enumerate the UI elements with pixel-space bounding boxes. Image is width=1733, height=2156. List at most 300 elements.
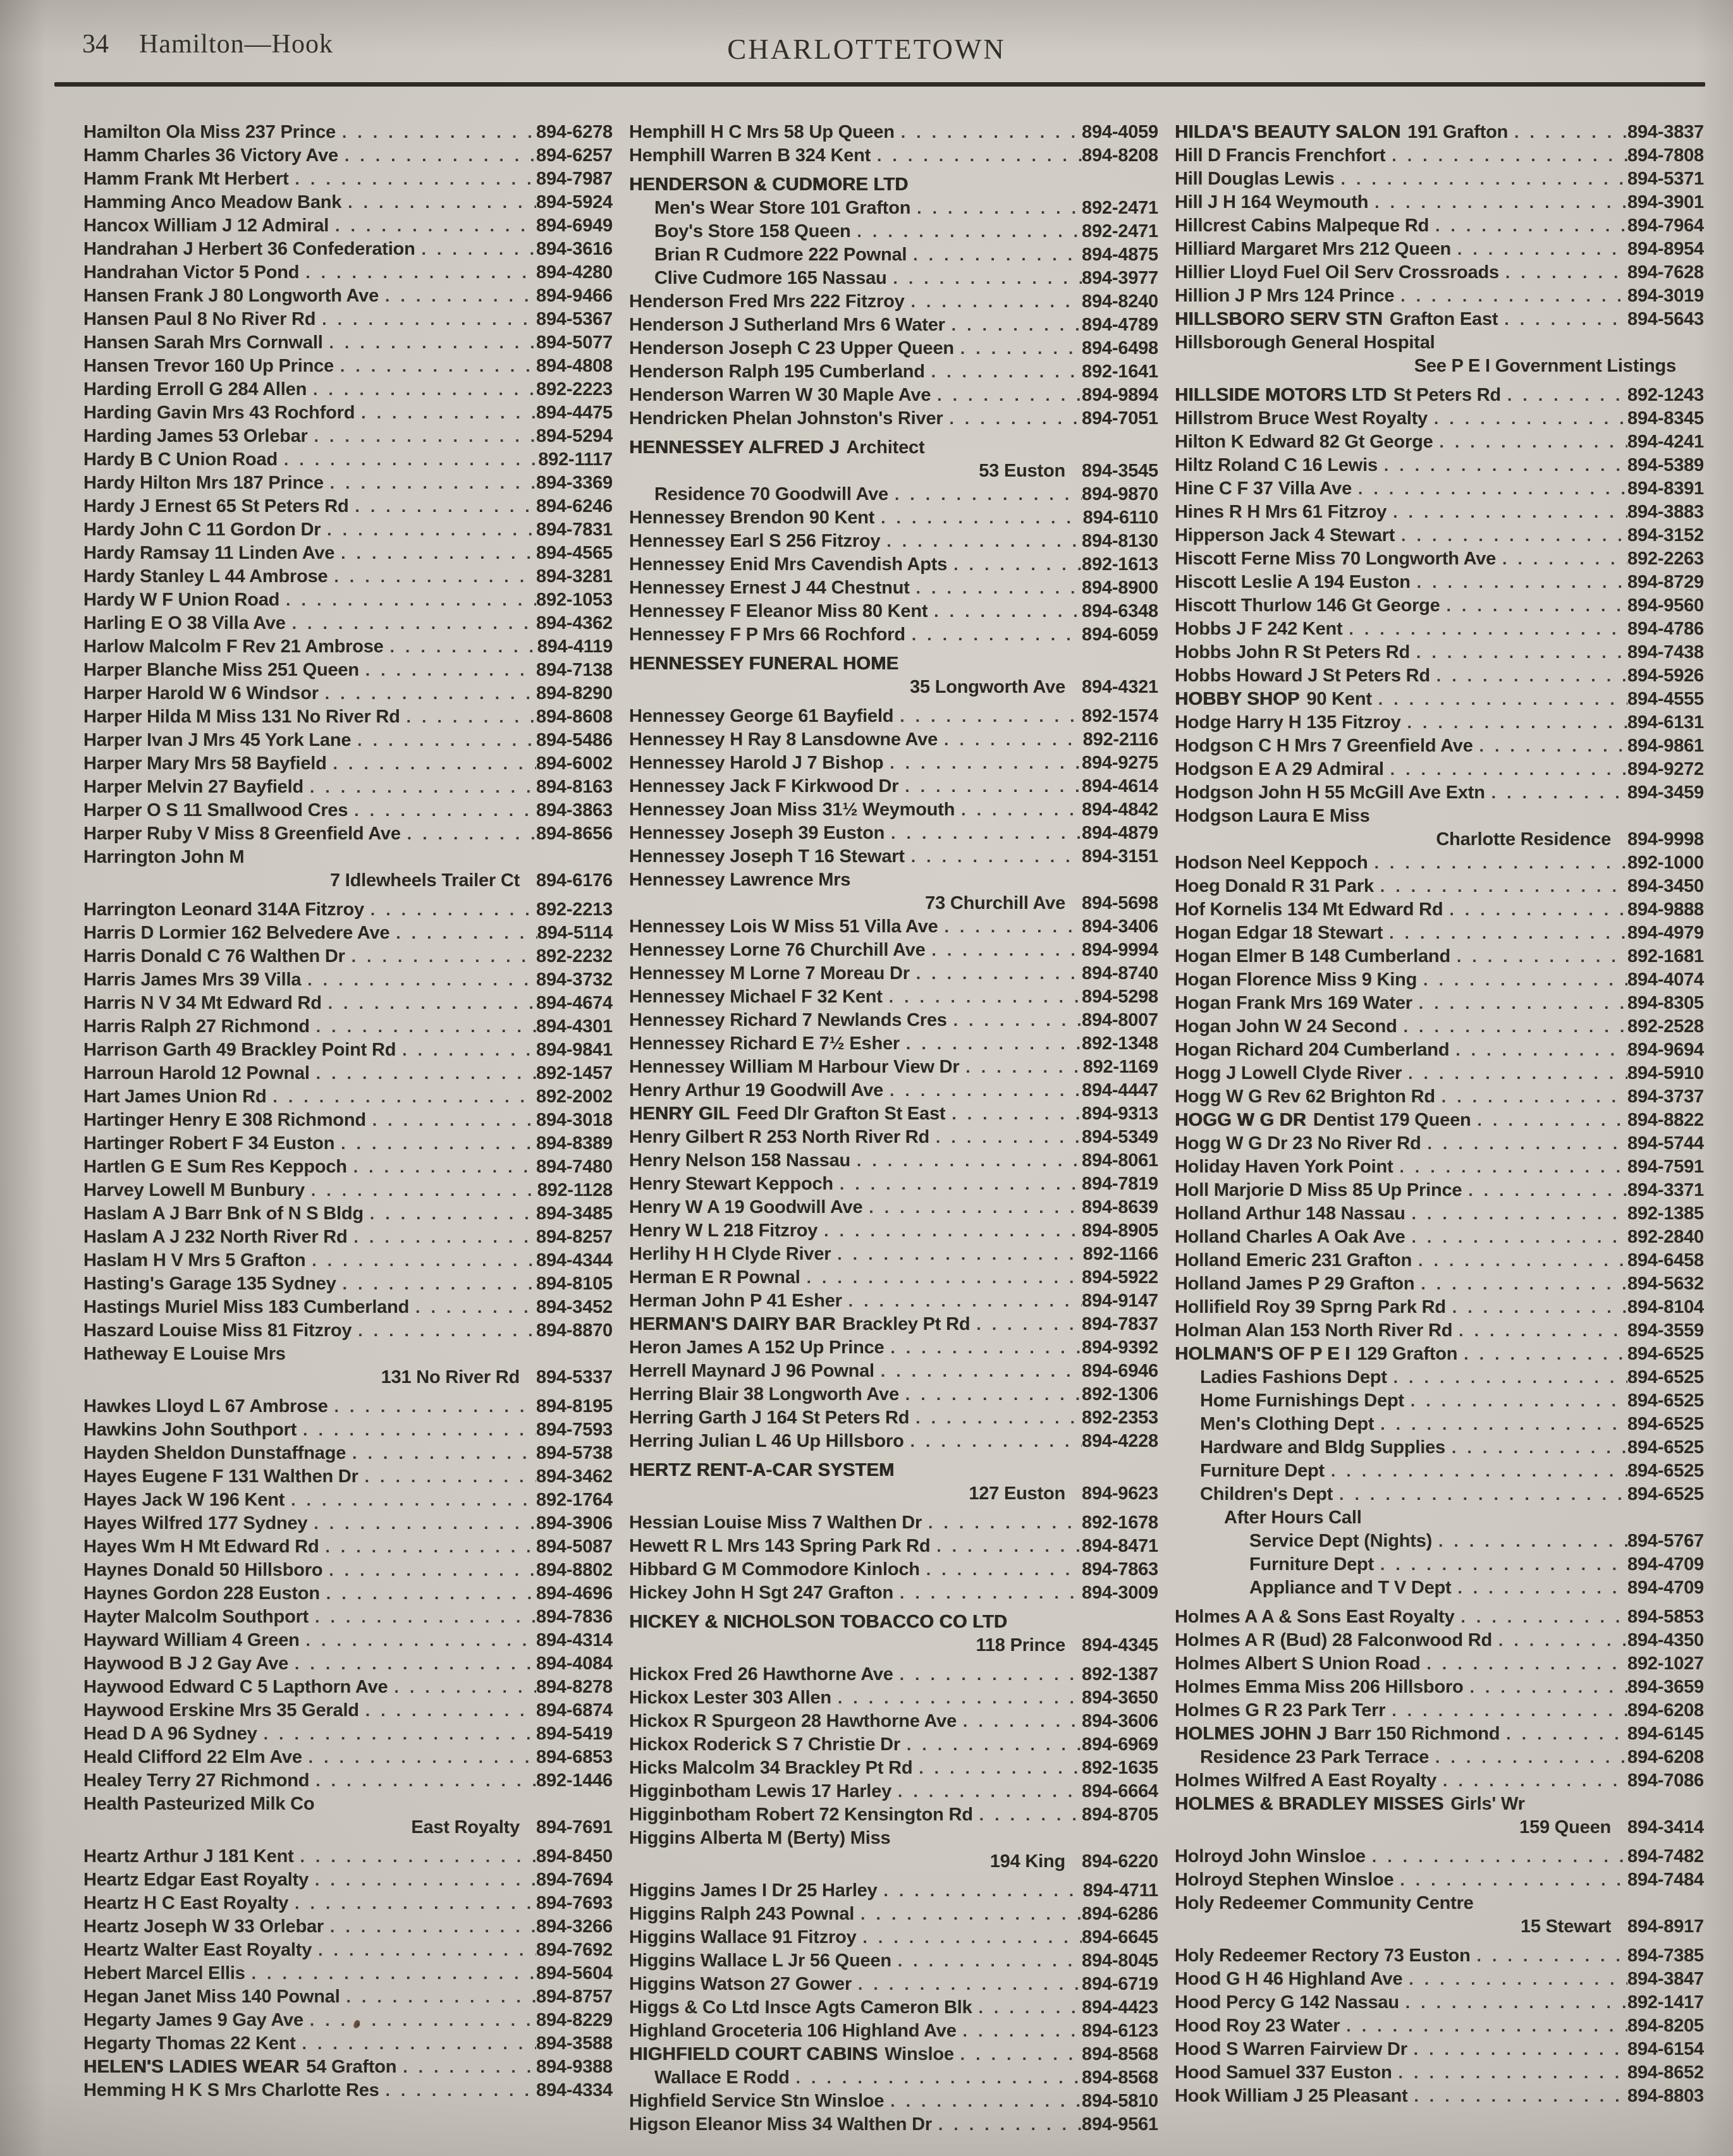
directory-entry [83, 822, 613, 846]
entry-name: Hemming H K S Mrs Charlotte Res [83, 2080, 379, 2100]
entry-name: Heartz Edgar East Royalty [83, 1870, 309, 1890]
entry-phone: 894-8045 [1082, 1951, 1158, 1971]
dot-leader [904, 1430, 1082, 1453]
directory-entry [629, 576, 1158, 600]
directory-entry [1175, 1109, 1704, 1132]
entry-name: Hegarty James 9 Gay Ave [83, 2010, 303, 2030]
entry-phone: 894-6969 [1082, 1734, 1158, 1755]
entry-name: Hancox William J 12 Admiral [83, 216, 329, 236]
directory-entry [629, 1733, 1158, 1757]
directory-entry [629, 1360, 1158, 1383]
dot-leader [334, 355, 536, 378]
entry-name: Holroyd John Winsloe [1175, 1846, 1366, 1867]
dot-leader [340, 1985, 536, 2009]
dot-leader [1384, 758, 1627, 781]
directory-entry [83, 1652, 613, 1676]
dot-leader [294, 1845, 536, 1868]
directory-entry [1175, 688, 1704, 711]
entry-name-bold: HOLMES JOHN J [1175, 1724, 1327, 1744]
entry-name: Heald Clifford 22 Elm Ave [83, 1747, 302, 1767]
dot-leader [1445, 1436, 1627, 1459]
entry-phone: 892-1306 [1082, 1384, 1158, 1404]
entry-phone: 894-4447 [1082, 1080, 1158, 1100]
directory-entry [629, 1430, 1158, 1453]
entry-name-bold: HOLMES & BRADLEY MISSES [1175, 1794, 1444, 1814]
entry-phone: 894-8240 [1082, 291, 1158, 312]
directory-entry [1175, 2014, 1704, 2038]
directory-entry [1175, 2085, 1704, 2108]
entry-phone: 894-5853 [1627, 1607, 1704, 1627]
directory-entry [1175, 641, 1704, 664]
entry-name: Henderson Warren W 30 Maple Ave [629, 385, 931, 405]
entry-name: Hennessey H Ray 8 Lansdowne Ave [629, 729, 938, 750]
entry-phone: 894-5349 [1082, 1127, 1158, 1147]
entry-name: Hansen Frank J 80 Longworth Ave [83, 286, 379, 306]
entry-phone: 894-4345 [1082, 1635, 1158, 1655]
entry-phone: 894-8705 [1082, 1805, 1158, 1825]
directory-entry [629, 1056, 1158, 1079]
entry-phone: 894-4321 [1082, 677, 1158, 697]
entry-phone: 894-3732 [536, 970, 613, 990]
entry-name: Hart James Union Rd [83, 1087, 267, 1107]
entry-phone: 894-4241 [1627, 432, 1704, 452]
entry-name: Brian R Cudmore 222 Pownal [654, 245, 907, 265]
directory-entry [83, 1793, 613, 1816]
entry-name: Holland Arthur 148 Nassau [1175, 1203, 1405, 1224]
entry-name: Harding Erroll G 284 Allen [83, 379, 307, 399]
dot-leader [320, 1582, 536, 1605]
entry-phone: 894-7628 [1627, 262, 1704, 283]
directory-entry [629, 728, 1158, 752]
dot-leader [1383, 922, 1627, 945]
dot-leader [1366, 1845, 1627, 1868]
dot-leader [1392, 2061, 1627, 2085]
entry-phone: 894-8208 [1082, 145, 1158, 166]
entry-phone: 892-2353 [1082, 1408, 1158, 1428]
entry-name: After Hours Call [1224, 1507, 1362, 1528]
entry-name: Heron James A 152 Up Prince [629, 1337, 885, 1358]
entry-name-bold: HENDERSON & CUDMORE LTD [629, 174, 909, 195]
entry-phone: 894-8656 [536, 824, 613, 844]
dot-leader [1412, 992, 1627, 1015]
dot-leader [932, 2113, 1082, 2136]
entry-phone: 894-6498 [1082, 338, 1158, 358]
entry-name: Higgins Ralph 243 Pownal [629, 1904, 855, 1924]
dot-leader [297, 1418, 536, 1442]
entry-name: Hiscott Ferne Miss 70 Longworth Ave [1175, 549, 1497, 569]
entry-name: 191 Grafton [1407, 122, 1509, 142]
directory-entry [629, 1949, 1158, 1973]
entry-name: Highland Groceteria 106 Highland Ave [629, 2021, 957, 2041]
directory-entry [629, 121, 1158, 144]
directory-entry [83, 1629, 613, 1652]
entry-name: Higgins Alberta M (Berty) Miss [629, 1828, 891, 1848]
entry-name: Herrell Maynard J 96 Pownal [629, 1361, 874, 1381]
directory-entry [629, 1243, 1158, 1266]
directory-entry [83, 659, 613, 682]
entry-phone: 894-5922 [1082, 1267, 1158, 1288]
directory-entry [629, 1126, 1158, 1149]
entry-name-bold: HELEN'S LADIES WEAR [83, 2057, 300, 2077]
dot-leader [1471, 1944, 1627, 1968]
dot-leader [307, 1512, 536, 1535]
directory-entry [83, 898, 613, 922]
directory-entry [83, 776, 613, 799]
directory-entry [83, 1442, 613, 1465]
directory-entry [83, 1699, 613, 1722]
dot-leader [379, 284, 536, 308]
dot-leader [954, 2043, 1082, 2066]
entry-name: Heartz Walter East Royalty [83, 1940, 312, 1960]
dot-leader [1496, 547, 1627, 571]
dot-leader [1335, 167, 1627, 191]
entry-phone: 894-5371 [1627, 169, 1704, 189]
directory-entry [1175, 1816, 1704, 1839]
directory-entry [629, 1757, 1158, 1780]
entry-phone: 894-5810 [1082, 2091, 1158, 2111]
dot-leader [285, 1489, 536, 1512]
directory-entry [1175, 1553, 1704, 1576]
directory-entry [1175, 2061, 1704, 2085]
entry-phone: 894-9694 [1627, 1040, 1704, 1060]
entry-phone: 894-8450 [536, 1846, 613, 1867]
directory-entry [629, 752, 1158, 775]
entry-phone: 892-2116 [1082, 729, 1158, 750]
entry-phone: 894-5294 [536, 426, 613, 446]
dot-leader [1500, 1722, 1627, 1746]
directory-entry [629, 705, 1158, 728]
entry-phone: 894-8205 [1627, 2016, 1704, 2036]
directory-entry [1175, 454, 1704, 477]
directory-entry [83, 1132, 613, 1155]
entry-name: Hickox R Spurgeon 28 Hawthorne Ave [629, 1711, 957, 1731]
entry-phone: 894-3151 [1082, 846, 1158, 867]
entry-phone: 894-8870 [536, 1320, 613, 1341]
dot-leader [887, 267, 1082, 290]
entry-name: Hennessey Lorne 76 Churchill Ave [629, 940, 926, 960]
entry-phone: 892-1128 [537, 1180, 613, 1200]
dot-leader [396, 2056, 536, 2079]
entry-name: Healey Terry 27 Richmond [83, 1770, 310, 1791]
entry-name: Hill J H 164 Weymouth [1175, 192, 1369, 212]
entry-name: Henderson Ralph 195 Cumberland [629, 362, 925, 382]
entry-phone: 892-1053 [536, 590, 613, 610]
entry-phone: 894-7051 [1082, 408, 1158, 429]
dot-leader [931, 384, 1082, 407]
directory-entry [629, 1686, 1158, 1710]
dot-leader [972, 1996, 1082, 2019]
entry-phone: 894-8290 [536, 683, 613, 703]
entry-name: Hewett R L Mrs 143 Spring Park Rd [629, 1536, 931, 1556]
directory-entry [1175, 1576, 1704, 1600]
entry-name: Harper Harold W 6 Windsor [83, 683, 319, 703]
entry-name: Harvey Lowell M Bunbury [83, 1180, 305, 1200]
entry-name: Hollifield Roy 39 Sprng Park Rd [1175, 1297, 1446, 1317]
entry-name: Hibbard G M Commodore Kinloch [629, 1559, 920, 1580]
directory-entry [1175, 618, 1704, 641]
entry-name: Hickox Lester 303 Allen [629, 1688, 831, 1708]
entry-phone: 894-6286 [1082, 1904, 1158, 1924]
directory-entry [629, 1780, 1158, 1803]
directory-entry [83, 1535, 613, 1559]
entry-name: Harris Ralph 27 Richmond [83, 1016, 310, 1037]
entry-name: Hamm Frank Mt Herbert [83, 169, 289, 189]
entry-phone: 894-8757 [536, 1987, 613, 2007]
entry-name: Barr 150 Richmond [1333, 1724, 1500, 1744]
entry-phone: 894-4614 [1082, 776, 1158, 796]
dot-leader [302, 1746, 536, 1769]
entry-name: Hickey John H Sgt 247 Grafton [629, 1583, 894, 1603]
entry-phone: 894-7692 [536, 1940, 613, 1960]
entry-phone: 894-8007 [1082, 1010, 1158, 1030]
directory-entry [83, 1038, 613, 1062]
column-3 [1175, 121, 1704, 2136]
entry-phone: 894-8568 [1082, 2044, 1158, 2064]
entry-name: Hodgson Laura E Miss [1175, 806, 1370, 826]
entry-phone: 892-2528 [1627, 1016, 1704, 1037]
dot-leader [1385, 1699, 1627, 1722]
directory-entry [1175, 2038, 1704, 2061]
entry-name: 53 Euston [979, 461, 1066, 481]
directory-entry [1175, 1226, 1704, 1249]
dot-leader [1435, 1085, 1627, 1109]
dot-leader [321, 518, 536, 542]
entry-phone: 894-8130 [1082, 531, 1158, 551]
entry-name: Harper Melvin 27 Bayfield [83, 777, 303, 797]
entry-name: Hodge Harry H 135 Fitzroy [1175, 712, 1401, 733]
dot-leader [1455, 1605, 1627, 1629]
dot-leader [319, 682, 536, 705]
directory-entry [629, 962, 1158, 985]
dot-leader [925, 360, 1082, 384]
entry-phone: 894-6278 [536, 122, 613, 142]
dot-leader [900, 1733, 1082, 1757]
dot-leader [900, 1032, 1082, 1056]
directory-entry [83, 1746, 613, 1769]
entry-phone: 892-1243 [1627, 385, 1704, 405]
entry-name: Harding James 53 Orlebar [83, 426, 308, 446]
directory-entry [1175, 1343, 1704, 1366]
entry-name: 131 No River Rd [381, 1367, 520, 1387]
dot-leader [885, 822, 1082, 845]
entry-name: Henry W A 19 Goodwill Ave [629, 1197, 863, 1217]
dot-leader [1374, 1413, 1627, 1436]
dot-leader [1499, 261, 1627, 284]
dot-leader [315, 308, 536, 331]
dot-leader [364, 1202, 536, 1226]
directory-entry [83, 378, 613, 401]
entry-name: Hayter Malcolm Southport [83, 1607, 309, 1627]
entry-phone: 894-9388 [536, 2057, 613, 2077]
entry-phone: 892-2002 [536, 1087, 613, 1107]
entry-phone: 894-7385 [1627, 1946, 1704, 1966]
entry-name: Hogan Florence Miss 9 King [1175, 970, 1418, 990]
directory-entry [629, 2019, 1158, 2043]
entry-name: Hennessey George 61 Bayfield [629, 706, 894, 726]
directory-entry [1175, 1944, 1704, 1968]
entry-phone: 894-9861 [1627, 736, 1704, 756]
directory-entry [629, 1032, 1158, 1056]
directory-entry [83, 1249, 613, 1272]
entry-name: Harris D Lormier 162 Belvedere Ave [83, 923, 390, 943]
directory-entry [629, 1313, 1158, 1336]
directory-entry [1175, 1793, 1704, 1816]
directory-entry [1175, 1413, 1704, 1436]
dot-leader [349, 495, 537, 518]
directory-entry [83, 612, 613, 635]
directory-entry [1175, 711, 1704, 734]
directory-entry [83, 968, 613, 992]
entry-phone: 894-8195 [536, 1396, 613, 1416]
entry-phone: 894-7693 [536, 1893, 613, 1913]
dot-leader [842, 1289, 1082, 1313]
dot-leader [1451, 1576, 1627, 1600]
entry-name: See P E I Government Listings [1414, 356, 1676, 376]
entry-phone: 894-9560 [1627, 595, 1704, 616]
dot-leader [1397, 1015, 1627, 1038]
entry-name: Girls' Wr [1450, 1794, 1525, 1814]
dot-leader [874, 506, 1082, 530]
entry-name: Hogg W G Dr 23 No River Rd [1175, 1133, 1421, 1154]
entry-phone: 894-3414 [1627, 1817, 1704, 1837]
dot-leader [1395, 524, 1627, 547]
directory-entry [629, 506, 1158, 530]
directory-entry [629, 1710, 1158, 1733]
dot-leader [926, 939, 1082, 962]
dot-leader [905, 290, 1082, 314]
directory-entry [83, 1296, 613, 1319]
entry-name: Harrison Garth 49 Brackley Point Rd [83, 1040, 396, 1060]
dot-leader [329, 214, 536, 238]
dot-leader [878, 1879, 1083, 1903]
dot-leader [401, 822, 536, 846]
directory-entry [83, 1366, 613, 1389]
directory-entry [629, 1996, 1158, 2019]
entry-name: Hood S Warren Fairview Dr [1175, 2039, 1407, 2059]
dot-leader [257, 1722, 536, 1746]
entry-phone: 894-9994 [1082, 940, 1158, 960]
entry-name: Hennessey Jack F Kirkwood Dr [629, 776, 899, 796]
entry-phone: 894-8229 [536, 2010, 613, 2030]
entry-name: 194 King [989, 1851, 1066, 1872]
entry-phone: 894-6949 [536, 216, 613, 236]
entry-name: Higson Eleanor Miss 34 Walthen Dr [629, 2114, 932, 2135]
entry-name: Haywood B J 2 Gay Ave [83, 1654, 289, 1674]
directory-entry [1175, 1296, 1704, 1319]
entry-phone: 894-8391 [1627, 478, 1704, 499]
dot-leader [957, 1710, 1082, 1733]
entry-name: Hennessey F P Mrs 66 Rochford [629, 624, 905, 645]
dot-leader [1410, 641, 1627, 664]
directory-entry [629, 1219, 1158, 1243]
dot-leader [288, 1892, 536, 1915]
entry-phone: 894-6208 [1627, 1700, 1704, 1721]
entry-phone: 892-1169 [1082, 1057, 1158, 1077]
entry-name-bold: HERMAN'S DAIRY BAR [629, 1314, 836, 1334]
entry-name: Harlow Malcolm F Rev 21 Ambrose [83, 636, 384, 657]
entry-name: Henry Arthur 19 Goodwill Ave [629, 1080, 884, 1100]
dot-leader [947, 553, 1082, 576]
entry-name: Hennessey Brendon 90 Kent [629, 508, 875, 528]
entry-phone: 894-4709 [1627, 1578, 1704, 1598]
entry-name: Hof Kornelis 134 Mt Edward Rd [1175, 899, 1443, 920]
dot-leader [898, 775, 1082, 798]
entry-name: Charlotte Residence [1436, 829, 1612, 850]
entry-name: Hogan John W 24 Second [1175, 1016, 1397, 1037]
entry-phone: 894-5643 [1627, 309, 1704, 329]
directory-entry [629, 623, 1158, 647]
directory-entry [1175, 355, 1704, 378]
entry-name: Herman E R Pownal [629, 1267, 800, 1288]
dot-leader [871, 144, 1082, 167]
entry-name: Harroun Harold 12 Pownal [83, 1063, 310, 1083]
directory-entry [1175, 1155, 1704, 1179]
entry-name: Herlihy H H Clyde River [629, 1244, 831, 1264]
directory-entry [629, 1634, 1158, 1657]
directory-entry [83, 1845, 613, 1868]
entry-name: Holland James P 29 Grafton [1175, 1274, 1415, 1294]
entry-phone: 894-5698 [1082, 893, 1158, 913]
entry-phone: 894-8802 [536, 1560, 613, 1580]
dot-leader [379, 2079, 536, 2102]
directory-entry [83, 1489, 613, 1512]
entry-phone: 894-3452 [536, 1297, 613, 1317]
entry-name: Haslam A J Barr Bnk of N S Bldg [83, 1203, 364, 1224]
directory-entry [1175, 968, 1704, 992]
dot-leader [1378, 454, 1627, 477]
dot-leader [800, 1266, 1082, 1289]
directory-entry [83, 1085, 613, 1109]
entry-name: Hastings Muriel Miss 183 Cumberland [83, 1297, 410, 1317]
column-2 [629, 121, 1158, 2136]
entry-name: Hickox Roderick S 7 Christie Dr [629, 1734, 900, 1755]
dot-leader [884, 2090, 1082, 2113]
entry-name: Holy Redeemer Community Centre [1175, 1893, 1474, 1913]
entry-phone: 894-9392 [1082, 1337, 1158, 1358]
entry-name: Harling E O 38 Villa Ave [83, 613, 286, 633]
directory-entry [1175, 1746, 1704, 1769]
directory-entry [83, 2009, 613, 2032]
entry-phone: 892-1166 [1082, 1244, 1158, 1264]
dot-leader [818, 1219, 1082, 1243]
entry-name: Holmes A R (Bud) 28 Falconwood Rd [1175, 1630, 1492, 1650]
entry-phone: 894-3018 [536, 1110, 613, 1130]
directory-entry [629, 407, 1158, 430]
dot-leader [1417, 968, 1627, 992]
directory-entry [1175, 1868, 1704, 1892]
dot-leader [324, 1915, 536, 1939]
entry-name: Haynes Gordon 228 Euston [83, 1583, 320, 1604]
dot-leader [288, 1652, 536, 1676]
entry-phone: 894-5486 [536, 730, 613, 750]
entry-phone: 894-8305 [1627, 993, 1704, 1013]
entry-phone: 894-5389 [1627, 455, 1704, 475]
dot-leader [1440, 594, 1627, 618]
dot-leader [883, 752, 1082, 775]
directory-entry [629, 1879, 1158, 1903]
dot-leader [310, 1015, 536, 1038]
entry-name: Haszard Louise Miss 81 Fitzroy [83, 1320, 352, 1341]
entry-name: Hill Douglas Lewis [1175, 169, 1335, 189]
directory-entry [1175, 922, 1704, 945]
directory-entry [1175, 121, 1704, 144]
entry-name: Hayden Sheldon Dunstaffnage [83, 1443, 346, 1463]
directory-entry [83, 1985, 613, 2009]
entry-phone: 894-6853 [536, 1747, 613, 1767]
directory-entry [83, 1343, 613, 1366]
dot-leader [1501, 384, 1627, 407]
dot-leader [883, 1079, 1082, 1102]
